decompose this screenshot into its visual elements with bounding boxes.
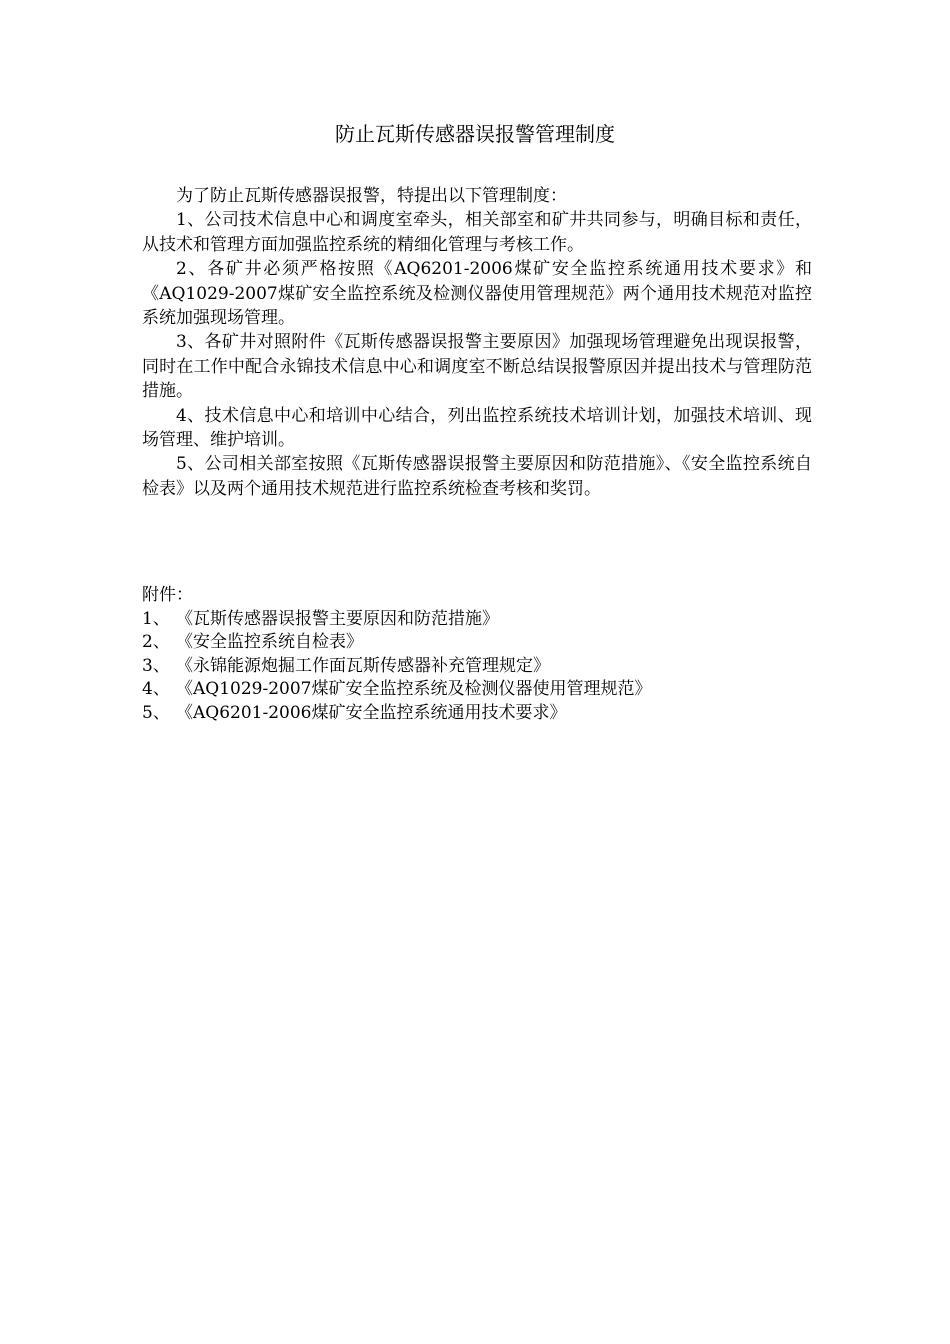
attachment-item (142, 631, 812, 655)
attachment-number: 3、 (142, 655, 170, 676)
attachment-item (142, 678, 812, 702)
attachment-item (142, 608, 812, 632)
attachment-number: 5、 (142, 702, 170, 723)
intro-paragraph: 为了防止瓦斯传感器误报警，特提出以下管理制度： (176, 186, 567, 206)
attachment-item (142, 702, 812, 726)
attachment-number: 4、 (142, 679, 170, 699)
attachment-title: 《AQ6201-2006煤矿安全监控系统通用技术要求》 (176, 702, 567, 723)
attachments-section (142, 584, 812, 725)
attachment-title: 《安全监控系统自检表》 (176, 632, 363, 652)
clause-3: 3、各矿井对照附件《瓦斯传感器误报警主要原因》加强现场管理避免出现误报警，同时在工作中配合永锦技术信息中心和调度室不断总结误报警原因并提出技术与管理防范措施。 (142, 332, 812, 402)
attachment-number: 2、 (142, 632, 170, 652)
attachments-list (142, 608, 812, 726)
document-body (142, 184, 812, 501)
attachment-title: 《AQ1029-2007煤矿安全监控系统及检测仪器使用管理规范》 (176, 679, 652, 699)
attachment-title: 《瓦斯传感器误报警主要原因和防范措施》 (176, 608, 499, 629)
attachment-number: 1、 (142, 608, 170, 629)
clause-2: 2、各矿井必须严格按照《AQ6201-2006煤矿安全监控系统通用技术要求》和《AQ1029-2007煤矿安全监控系统及检测仪器使用管理规范》两个通用技术规范对监控系统加强现场管理。 (142, 259, 812, 329)
clause-4: 4、技术信息中心和培训中心结合，列出监控系统技术培训计划，加强技术培训、现场管理、维护培训。 (142, 405, 812, 451)
attachment-item (142, 655, 812, 679)
attachment-title: 《永锦能源炮掘工作面瓦斯传感器补充管理规定》 (176, 655, 550, 676)
document-title: 防止瓦斯传感器误报警管理制度 (335, 122, 615, 146)
clause-5: 5、公司相关部室按照《瓦斯传感器误报警主要原因和防范措施》、《安全监控系统自检表》以及两个通用技术规范进行监控系统检查考核和奖罚。 (142, 454, 812, 499)
clause-1: 1、公司技术信息中心和调度室牵头，相关部室和矿井共同参与，明确目标和责任，从技术和管理方面加强监控系统的精细化管理与考核工作。 (142, 210, 812, 255)
attachments-label: 附件： (142, 585, 193, 605)
